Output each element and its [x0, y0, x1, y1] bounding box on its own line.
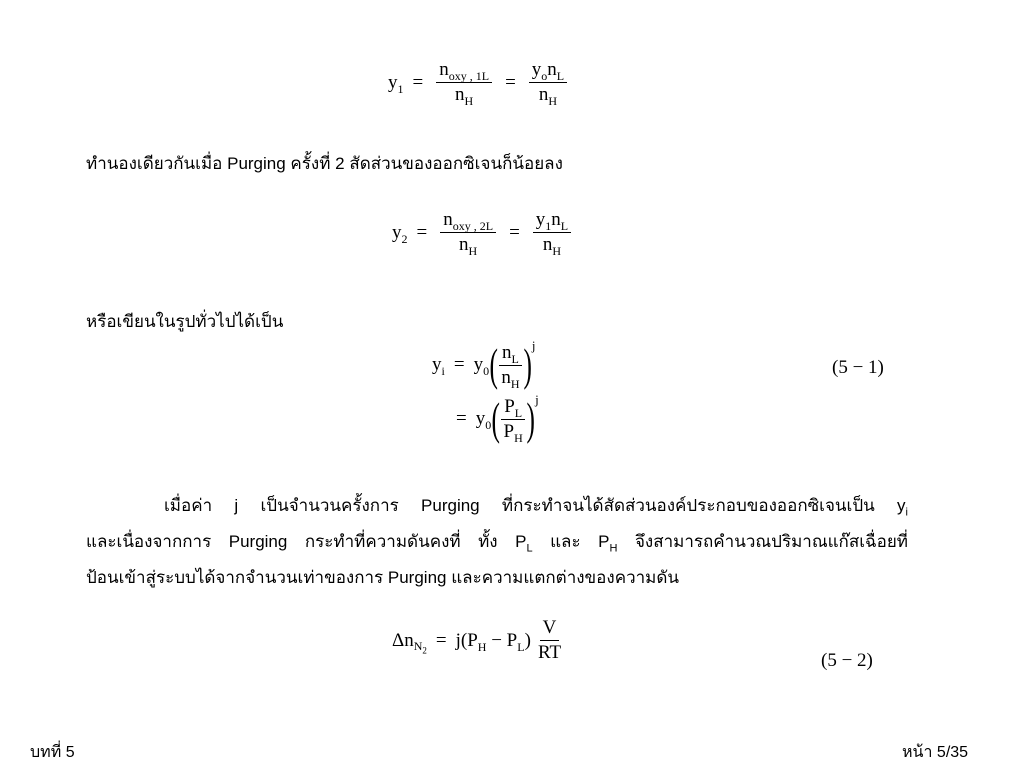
equation-number-5-1: (5 − 1): [832, 357, 884, 378]
eq-yi-coef: $y_0$: [473, 354, 490, 378]
eq-y1-fraction-2: $\frac{y_on_L}{n_H}$: [529, 60, 567, 105]
eq-y2-fraction-2: $\frac{y_1n_L}{n_H}$: [533, 210, 571, 255]
text-line-2: หรือเขียนในรูปทั่วไปได้เป็น: [86, 312, 284, 331]
eq-y1-lhs: $y_1$: [388, 71, 404, 96]
text-line-1: ทำนองเดียวกันเมื่อ Purging ครั้งที่ 2 สัดส่วนของออกซิเจนก็น้อยลง: [86, 154, 563, 173]
equation-y2: $y_2$ = $\frac{n_{oxy , 2L}}{n_H}$ = $\frac{y_1n_L}{n_H}$: [392, 210, 575, 255]
paragraph-line-2: และเนื่องจากการ Purging กระทำที่ความดันคงที่ ทั้ง $P_L$ และ $P_H$ จึงสามารถคำนวณปริมาณแก๊สเฉื่อยที่: [86, 532, 908, 555]
equation-yi-pressure: = $y_0$ ( $\frac{P_L}{P_H}$ ) j: [456, 392, 539, 445]
equation-number-5-2: (5 − 2): [821, 650, 873, 671]
equation-delta-n: $\Delta n_{N_2}$ = $j(P_H - P_L)$ $\frac{V}{RT}$: [392, 618, 568, 663]
eq-yi-p-exponent: j: [535, 392, 539, 407]
eq-dn-rhs: $j(P_H - P_L)$: [455, 629, 531, 654]
paragraph-line-1: เมื่อค่า j เป็นจำนวนครั้งการ Purging ที่กระทำจนได้สัดส่วนองค์ประกอบของออกซิเจนเป็น $y_i$: [164, 496, 908, 519]
footer-chapter: บทที่ 5: [30, 744, 75, 761]
equation-yi: $y_i$ = $y_0$ ( $\frac{n_L}{n_H}$ ) j: [432, 338, 536, 391]
paragraph-text: [86, 488, 908, 596]
eq-yi-p-coef: $y_0$: [475, 408, 492, 432]
eq-yi-exponent: j: [531, 338, 536, 353]
eq-y2-fraction-1: $\frac{n_{oxy , 2L}}{n_H}$: [440, 210, 496, 255]
paragraph-line-3: ป้อนเข้าสู่ระบบได้จากจำนวนเท่าของการ Purging และความแตกต่างของความดัน: [86, 568, 680, 587]
eq-dn-fraction: $\frac{V}{RT}$: [537, 617, 562, 663]
equation-y1: $y_1$ = $\frac{n_{oxy , 1L}}{n_H}$ = $\frac{y_on_L}{n_H}$: [388, 60, 571, 105]
eq-y1-fraction-1: $\frac{n_{oxy , 1L}}{n_H}$: [436, 60, 492, 105]
footer-page-number: หน้า 5/35: [902, 744, 969, 761]
eq-yi-fraction: $\frac{n_L}{n_H}$: [498, 343, 522, 388]
eq-y2-lhs: $y_2$: [392, 221, 408, 246]
eq-yi-lhs: $y_i$: [432, 354, 445, 378]
eq-yi-p-fraction: $\frac{P_L}{P_H}$: [501, 397, 526, 442]
eq-dn-lhs: $\Delta n_{N_2}$: [392, 629, 427, 656]
